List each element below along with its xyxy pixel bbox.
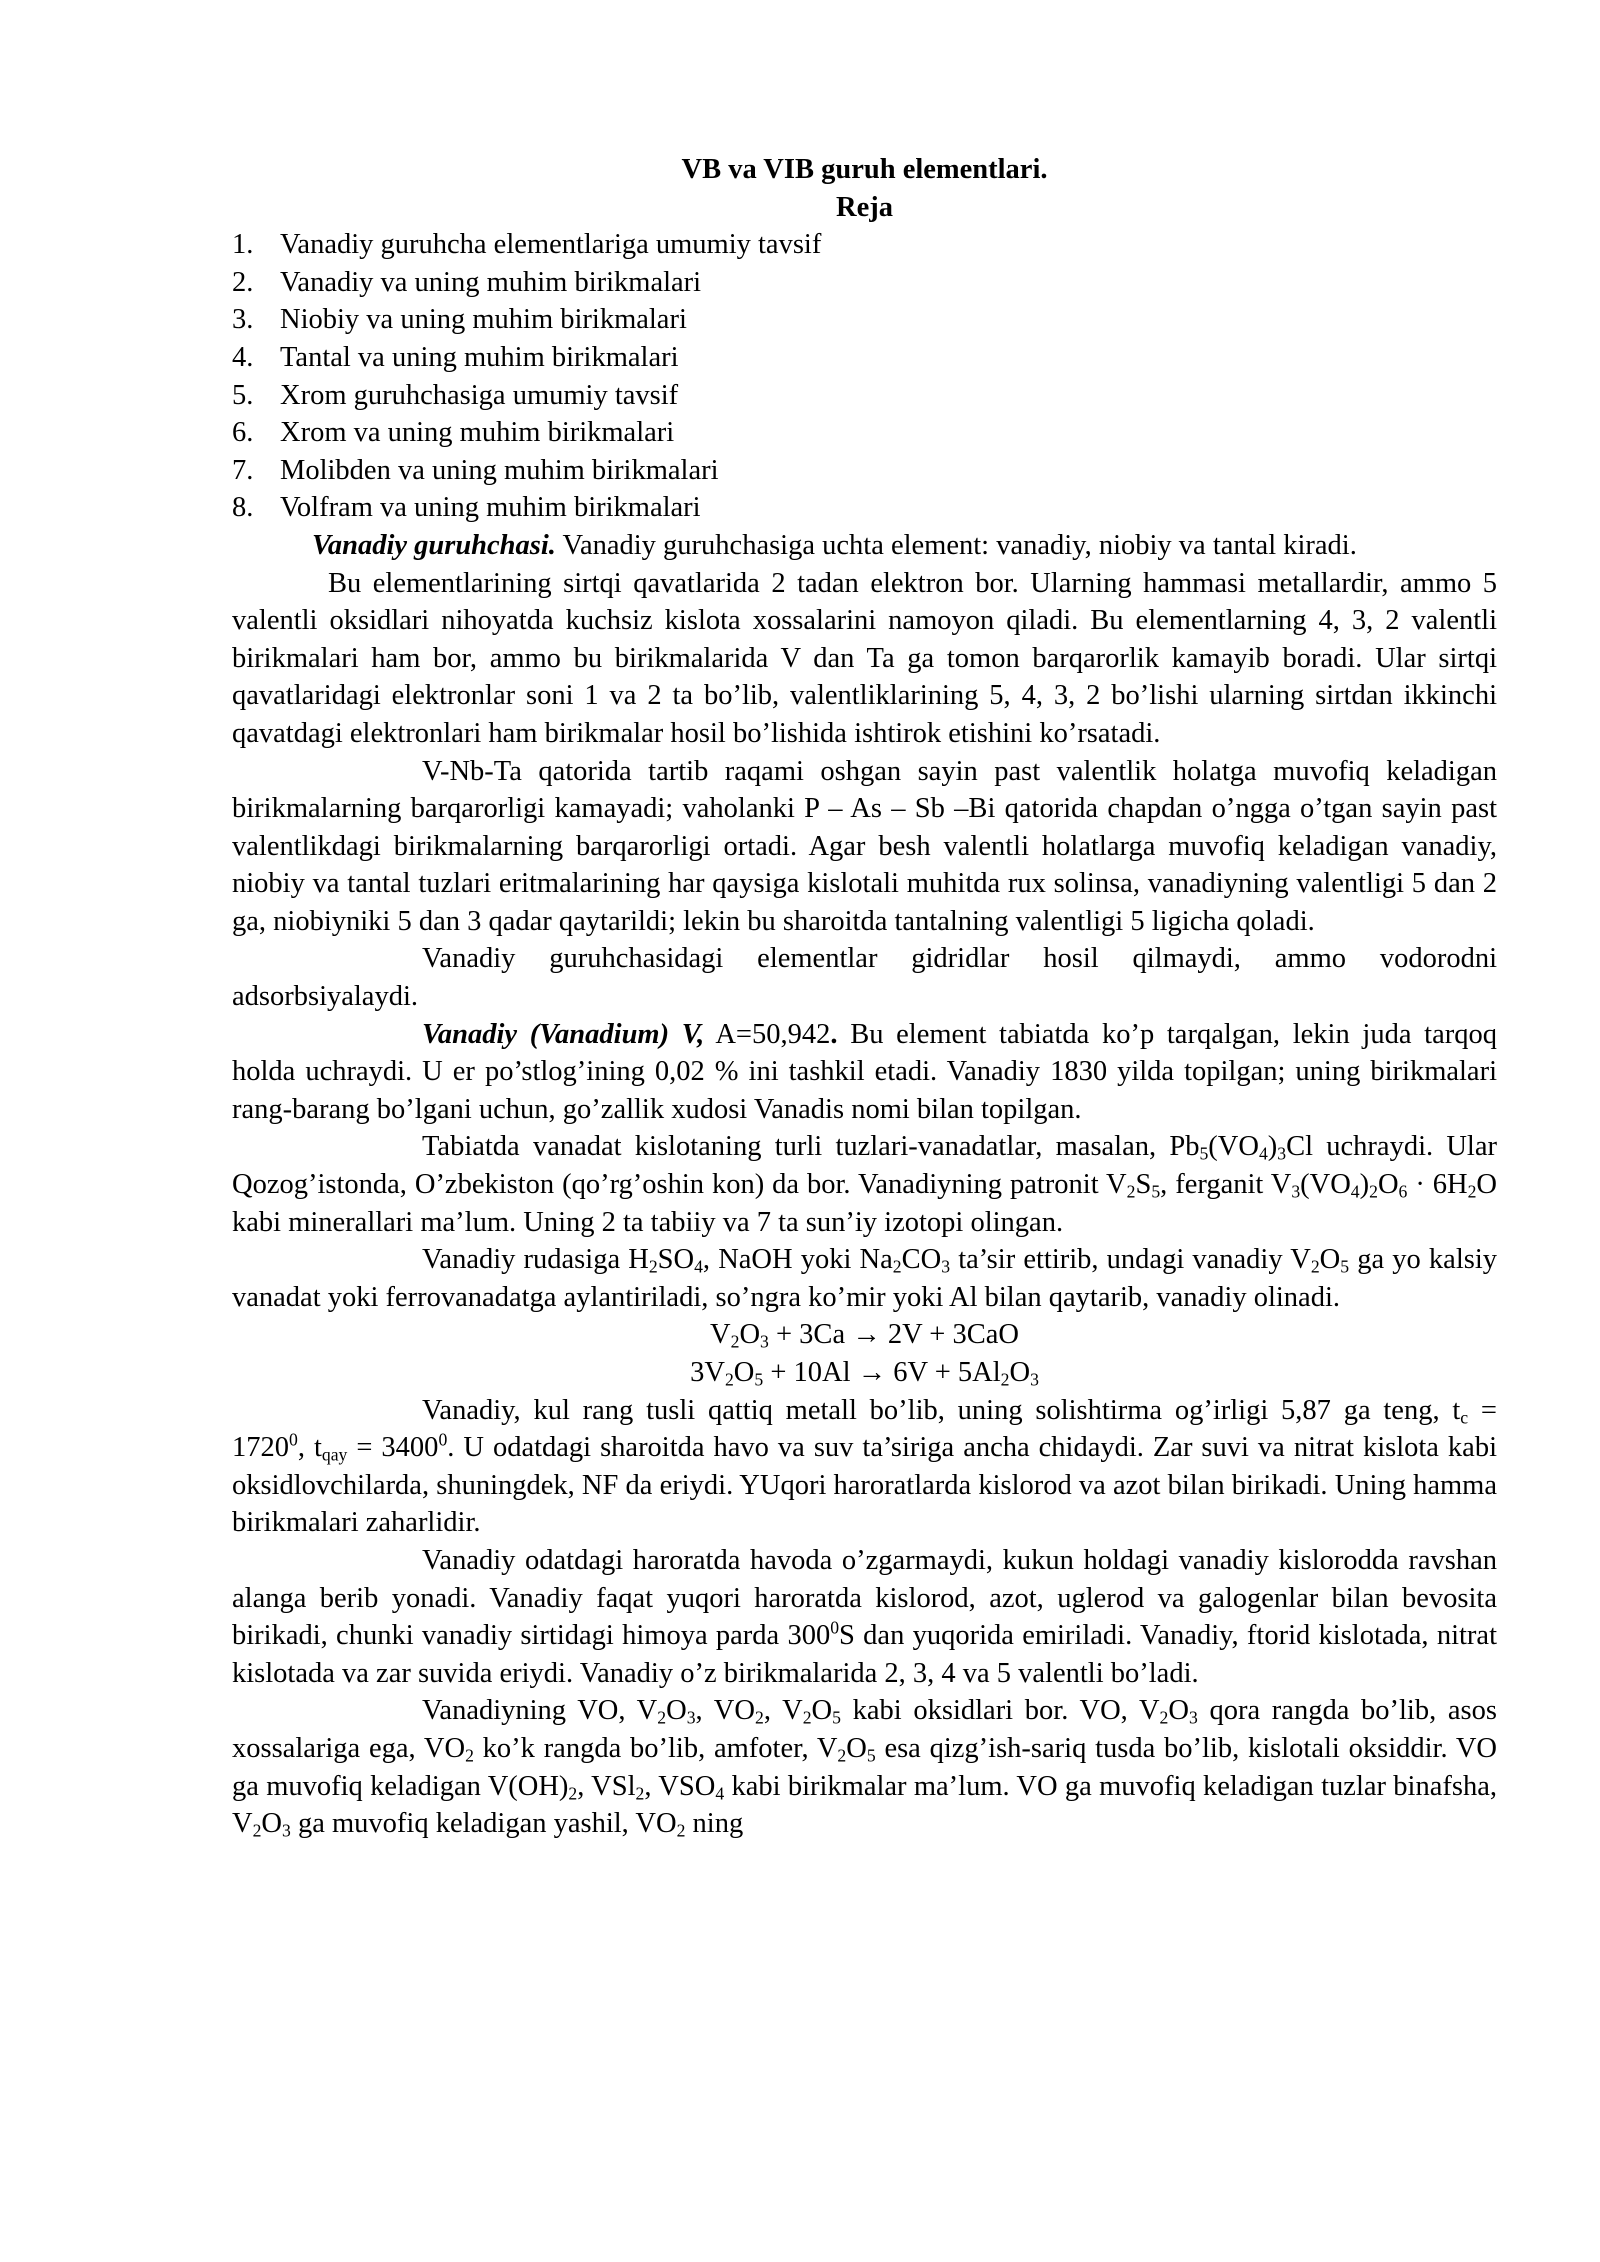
subscript: 3 [1030,1369,1039,1390]
text-run: · 6H [1407,1169,1468,1201]
text-run: S dan yuqorida emiriladi. Vanadiy, ftorid kislotada, nitrat kislotada va zar suvida eriydi. Vanadiy o’z birikmalarida 2, 3, 4 va 5 valentli bo’ladi. [232,1620,1497,1689]
text-run: O [1009,1357,1031,1388]
text-run: . U odatdagi sharoitda havo va suv ta’siriga ancha chidaydi. Zar suvi va nitrat kislota kabi oksidlovchilarda, shuningdek, NF da eriydi. YUqori haroratlarda kislorod va azot bilan birikadi. Uning hamma birikmalari zaharlidir. [232,1432,1498,1539]
subscript: 3 [686,1707,696,1728]
text-run: O [1168,1695,1189,1727]
text-run: ) [1267,1131,1278,1163]
list-item-number: 4. [232,341,254,373]
list-item-number: 7. [232,454,254,486]
text-run: = 3400 [347,1432,439,1464]
subscript: 3 [1188,1707,1198,1728]
paragraph-hydrides: Vanadiy guruhchasidagi elementlar gidridlar hosil qilmaydi, ammo vodorodni adsorbsiyalaydi. [232,943,1497,1013]
subscript: 2 [730,1331,740,1352]
text-run: Cl uchraydi. Ular Qozog’istonda, O’zbekiston (qo’rg’oshin kon) da bor. Vanadiyning patronit V [232,1131,1497,1201]
text-run: V [710,1319,731,1351]
subscript: 5 [1151,1181,1161,1202]
subscript: 5 [866,1745,876,1766]
list-item-text: Xrom va uning muhim birikmalari [280,417,675,449]
text-run: + 3Ca → 2V + 3CaO [768,1319,1019,1351]
list-item-number: 6. [232,417,254,449]
text-run: ga yo kalsiy vanadat yoki ferrovanadatga aylantiriladi, so’ngra ko’mir yoki Al bilan qaytarib, vanadiy olinadi. [232,1244,1498,1313]
text-run: O [666,1695,687,1727]
subscript: 2 [1369,1181,1378,1202]
subscript: 2 [802,1707,812,1728]
text-run: ning [685,1808,744,1840]
plan-list [232,226,1497,527]
text-run: O kabi minerallari ma’lum. Uning 2 ta tabiiy va 7 ta sun’iy izotopi olingan. [232,1169,1497,1238]
text-run: , V [763,1695,803,1727]
subscript: 3 [282,1820,291,1841]
text-run: (VO [1300,1169,1351,1201]
text-run: O [261,1808,283,1840]
superscript: 0 [289,1429,298,1450]
equation-2 [232,1354,1497,1392]
text-run: O [1377,1169,1399,1201]
list-item [232,264,1497,302]
list-item [232,452,1497,490]
subscript: 2 [1159,1707,1169,1728]
text-run: = 1720 [232,1394,1497,1464]
subscript: 2 [676,1820,686,1841]
superscript: 0 [438,1429,448,1450]
text-run: O [846,1732,867,1764]
document-page [232,151,1497,1843]
text-run: Vanadiy rudasiga H [422,1244,649,1276]
subscript: 2 [837,1745,847,1766]
list-item-number: 8. [232,492,254,524]
list-item [232,489,1497,527]
text-run: qora rangda bo’lib, asos xossalariga ega, VO [232,1695,1497,1764]
text-run: , ferganit V [1160,1169,1292,1201]
subscript: 3 [941,1256,951,1277]
subscript: 5 [1199,1143,1209,1164]
subscript: 2 [1310,1256,1320,1277]
paragraph-lead: Vanadiy guruhchasi. [312,529,556,561]
text-run: , NaOH yoki Na [702,1244,893,1276]
subscript: 2 [568,1782,578,1803]
text-run: , VSO [644,1770,716,1802]
subscript: 4 [715,1782,725,1803]
subscript: 2 [1126,1181,1136,1202]
paragraph-properties [232,1392,1497,1542]
subscript: 2 [892,1256,902,1277]
subscript: 2 [465,1745,474,1766]
paragraph-dot: . [830,1018,838,1050]
subscript: 4 [1258,1143,1268,1164]
list-item-number: 2. [232,266,254,298]
text-run: CO [901,1244,942,1276]
paragraph-minerals [232,1128,1497,1241]
paragraph-lead: Vanadiy (Vanadium) V, [422,1018,705,1050]
subscript: 4 [1350,1181,1360,1202]
list-item-text: Vanadiy va uning muhim birikmalari [280,266,702,298]
list-item-number: 1. [232,229,254,261]
text-run: esa qizg’ish-sariq tusda bo’lib, kislotali oksiddir. VO ga muvofiq keladigan V(OH) [232,1732,1497,1802]
subscript: 3 [1277,1143,1287,1164]
equation-1 [232,1316,1497,1354]
subscript: 6 [1398,1181,1408,1202]
subscript: 2 [1467,1181,1477,1202]
text-run: , VO [695,1695,755,1727]
list-item [232,377,1497,415]
text-run: Vanadiy odatdagi haroratda havoda o’zgarmaydi, kukun holdagi vanadiy kislorodda ravshan alanga berib yonadi. Vanadiy faqat yuqori haroratda kislorod, azot, uglerod va galogenlar bilan bevosita birikadi, chunki vanadiy sirtidagi himoya parda 300 [232,1544,1497,1652]
subscript: 2 [1000,1369,1010,1390]
list-item-number: 5. [232,379,254,411]
list-item [232,226,1497,264]
subscript: 3 [760,1331,769,1352]
subscript: 2 [724,1369,734,1390]
paragraph-stability: V-Nb-Ta qatorida tartib raqami oshgan sayin past valentlik holatga muvofiq keladigan birikmalarning barqarorligi kamayadi; vaholanki P – As – Sb –Bi qatorida chapdan o’ngga o’tgan sayin past valentlikdagi birikmalarning barqarorligi ortadi. Agar besh valentli holatlarga muvofiq keladigan vanadiy, niobiy va tantal tuzlari eritmalarining har qaysiga kislotali muhitda rux solinsa, vanadiyning valentligi 5 dan 2 ga, niobiyniki 5 dan 3 qadar qaytarildi; lekin bu sharoitda tantalning valentligi 5 ligicha qoladi. [232,755,1497,937]
subscript: 2 [754,1707,764,1728]
text-run: ) [1359,1169,1370,1201]
subscript: qay [321,1444,348,1465]
subscript: 3 [1291,1181,1301,1202]
list-item-number: 3. [232,304,254,336]
subscript: 2 [252,1820,262,1841]
subscript: c [1460,1407,1469,1427]
paragraph-vanadium-intro [232,1016,1497,1129]
text-run: , VSl [577,1770,636,1802]
list-item-text: Xrom guruhchasiga umumiy tavsif [280,379,679,411]
text-run: ko’k rangda bo’lib, amfoter, V [473,1732,838,1764]
text-run: Tabiatda vanadat kislotaning turli tuzlari-vanadatlar, masalan, Pb [422,1131,1200,1163]
superscript: 0 [830,1617,840,1638]
text-run: SO [657,1244,695,1276]
paragraph-oxides [232,1692,1497,1842]
text-run: kabi birikmalar ma’lum. VO ga muvofiq keladigan tuzlar binafsha, V [232,1770,1497,1840]
text-run: O [733,1357,755,1388]
text-run: Vanadiyning VO, V [422,1695,658,1727]
list-item-text: Tantal va uning muhim birikmalari [280,341,679,373]
text-run: ga muvofiq keladigan yashil, VO [290,1808,677,1840]
paragraph-vanadiy-guruhchasi [216,527,1497,565]
subscript: 2 [657,1707,667,1728]
subscript: 4 [694,1256,703,1277]
text-run: (VO [1208,1131,1259,1163]
document-title: VB va VIB guruh elementlari. [681,154,1048,185]
plan-heading: Reja [836,191,893,223]
text-run: O [739,1319,761,1351]
subscript: 5 [1340,1256,1350,1277]
paragraph-production [232,1241,1497,1316]
list-item [232,339,1497,377]
text-run: + 10Al → 6V + 5Al [763,1357,1001,1388]
paragraph-electrons: Bu elementlarining sirtqi qavatlarida 2 tadan elektron bor. Ularning hammasi metallardir, ammo 5 valentli oksidlari nihoyatda kuchsiz kislota xossalarini namoyon qiladi. Bu elementlarning 4, 3, 2 valentli birikmalari ham bor, ammo bu birikmalarida V dan Ta ga tomon barqarorlik kamayib boradi. Ular sirtqi qavatlaridagi elektronlar soni 1 va 2 ta bo’lib, valentliklarining 5, 4, 3, 2 bo’lishi ularning sirtdan ikkinchi qavatdagi elektronlari ham birikmalar hosil bo’lishida ishtirok etishini ko’rsatadi. [232,567,1497,749]
text-run: ta’sir ettirib, undagi vanadiy V [950,1244,1311,1276]
text-run: kabi oksidlari bor. VO, V [840,1695,1160,1727]
list-item [232,301,1497,339]
subscript: 5 [754,1369,764,1390]
subscript: 5 [832,1707,841,1728]
text-run: 3V [690,1357,725,1388]
paragraph-reactivity [232,1542,1497,1692]
paragraph-text: Vanadiy guruhchasiga uchta element: vanadiy, niobiy va tantal kiradi. [555,529,1357,561]
subscript: 2 [648,1256,658,1277]
text-run: Vanadiy, kul rang tusli qattiq metall bo’lib, uning solishtirma og’irligi 5,87 ga teng, t [422,1394,1461,1426]
text-run: O [811,1695,833,1727]
text-run: S [1135,1169,1152,1201]
list-item [232,414,1497,452]
text-run: , t [297,1432,322,1464]
list-item-text: Vanadiy guruhcha elementlariga umumiy tavsif [280,229,822,261]
list-item-text: Molibden va uning muhim birikmalari [280,454,719,486]
subscript: 2 [635,1782,645,1803]
list-item-text: Volfram va uning muhim birikmalari [280,492,701,524]
text-run: O [1319,1244,1341,1276]
atomic-mass: A=50,942 [704,1018,831,1050]
list-item-text: Niobiy va uning muhim birikmalari [280,304,687,336]
paragraph-text: Bu element tabiatda ko’p tarqalgan, lekin juda tarqoq holda uchraydi. U er po’stlog’ining 0,02 % ini tashkil etadi. Vanadiy 1830 yilda topilgan; uning birikmalari rang-barang bo’lgani uchun, go’zallik xudosi Vanadis nomi bilan topilgan. [232,1018,1497,1125]
